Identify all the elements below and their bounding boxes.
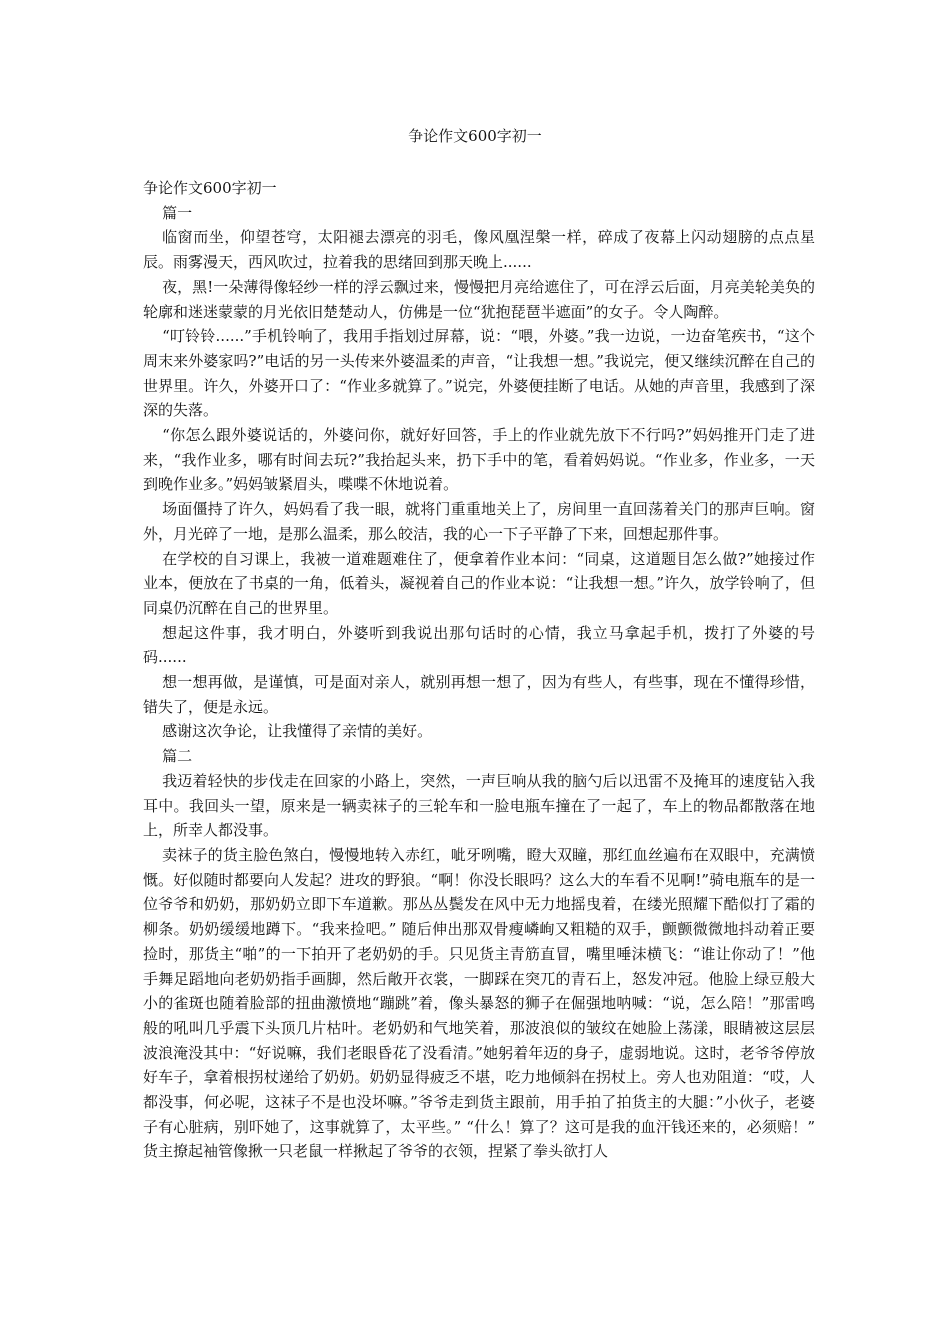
section-heading-two: 篇二	[162, 747, 193, 766]
paragraph: “叮铃铃......”手机铃响了，我用手指划过屏幕，说：“喂，外婆。”我一边说，一边奋笔疾书，“这个周末来外婆家吗?”电话的另一头传来外婆温柔的声音，“让我想一想。”我说完，便又继续沉醉在自己的世界里。许久，外婆开口了：“作业多就算了。”说完，外婆便挂断了电话。从她的声音里，我感到了深深的失落。	[143, 327, 815, 420]
paragraph: 想起这件事，我才明白，外婆听到我说出那句话时的心情，我立马拿起手机，拨打了外婆的号码......	[143, 623, 815, 667]
paragraph: 我迈着轻快的步伐走在回家的小路上，突然，一声巨响从我的脑勺后以迅雷不及掩耳的速度钻入我耳中。我回头一望，原来是一辆卖袜子的三轮车和一脸电瓶车撞在了一起了，车上的物品都散落在地上，所幸人都没事。	[143, 771, 815, 840]
document-subtitle: 争论作文600字初一	[143, 179, 277, 197]
paragraph: 夜，黑!一朵薄得像轻纱一样的浮云飘过来，慢慢把月亮给遮住了，可在浮云后面，月亮美轮美奂的轮廓和迷迷蒙蒙的月光依旧楚楚动人，仿佛是一位“犹抱琵琶半遮面”的女子。令人陶醉。	[143, 277, 815, 321]
page-title: 争论作文600字初一	[408, 127, 542, 145]
paragraph: 想一想再做，是谨慎，可是面对亲人，就别再想一想了，因为有些人，有些事，现在不懂得珍惜，错失了，便是永远。	[143, 673, 815, 716]
section-heading-one: 篇一	[162, 203, 193, 222]
document-body	[143, 176, 815, 1164]
paragraph: 感谢这次争论，让我懂得了亲情的美好。	[162, 722, 433, 741]
paragraph: 卖袜子的货主脸色煞白，慢慢地转入赤红，呲牙咧嘴，瞪大双瞳，那红血丝遍布在双眼中，充满愤慨。好似随时都要向人发起？进攻的野狼。“啊！你没长眼吗？这么大的车看不见啊!”骑电瓶车的是一位爷爷和奶奶，那奶奶立即下车道歉。那丛丛鬓发在风中无力地摇曳着，在缕光照耀下酷似打了霜的柳条。奶奶缓缓地蹲下。“我来捡吧。” 随后伸出那双骨瘦嶙峋又粗糙的双手，颤颤微微地抖动着正要捡时，那货主“啪”的一下拍开了老奶奶的手。只见货主青筋直冒，嘴里唾沫横飞：“谁让你动了！”他手舞足蹈地向老奶奶指手画脚，然后敞开衣裳，一脚踩在突兀的青石上，怒发冲冠。他脸上绿豆般大小的雀斑也随着脸部的扭曲激愤地“蹦跳”着，像头暴怒的狮子在倔强地呐喊：“说，怎么陪！”那雷鸣般的吼叫几乎震下头顶几片枯叶。老奶奶和气地笑着，那波浪似的皱纹在她脸上荡漾，眼睛被这层层波浪淹没其中：“好说嘛，我们老眼昏花了没看清。”她躬着年迈的身子，虚弱地说。这时，老爷爷停放好车子，拿着根拐杖递给了奶奶。奶奶显得疲乏不堪，吃力地倾斜在拐杖上。旁人也劝阻道：“哎，人都没事，何必呢，这袜子不是也没坏嘛。”爷爷走到货主跟前，用手拍了拍货主的大腿：”小伙子，老婆子有心脏病，别吓她了，这事就算了，太平些。” “什么！算了？这可是我的血汗钱还来的，必须赔！” 货主撩起袖管像揪一只老鼠一样揪起了爷爷的衣领，捏紧了拳头欲打人	[143, 845, 815, 1161]
paragraph: 在学校的自习课上，我被一道难题难住了，便拿着作业本问：“同桌，这道题目怎么做?”她接过作业本，便放在了书桌的一角，低着头，凝视着自己的作业本说：“让我想一想。”许久，放学铃响了，但同桌仍沉醉在自己的世界里。	[143, 549, 815, 617]
paragraph: 场面僵持了许久，妈妈看了我一眼，就将门重重地关上了，房间里一直回荡着关门的那声巨响。窗外，月光碎了一地，是那么温柔，那么皎洁，我的心一下子平静了下来，回想起那件事。	[143, 500, 815, 543]
paragraph: 临窗而坐，仰望苍穹，太阳褪去漂亮的羽毛，像风凰涅槃一样，碎成了夜幕上闪动翅膀的点点星辰。雨雾漫天，西风吹过，拉着我的思绪回到那天晚上......	[143, 228, 815, 272]
paragraph: “你怎么跟外婆说话的，外婆问你，就好好回答，手上的作业就先放下不行吗?”妈妈推开门走了进来，“我作业多，哪有时间去玩?”我抬起头来，扔下手中的笔，看着妈妈说。“作业多，作业多，一天到晚作业多。”妈妈皱紧眉头，喋喋不休地说着。	[143, 426, 815, 494]
